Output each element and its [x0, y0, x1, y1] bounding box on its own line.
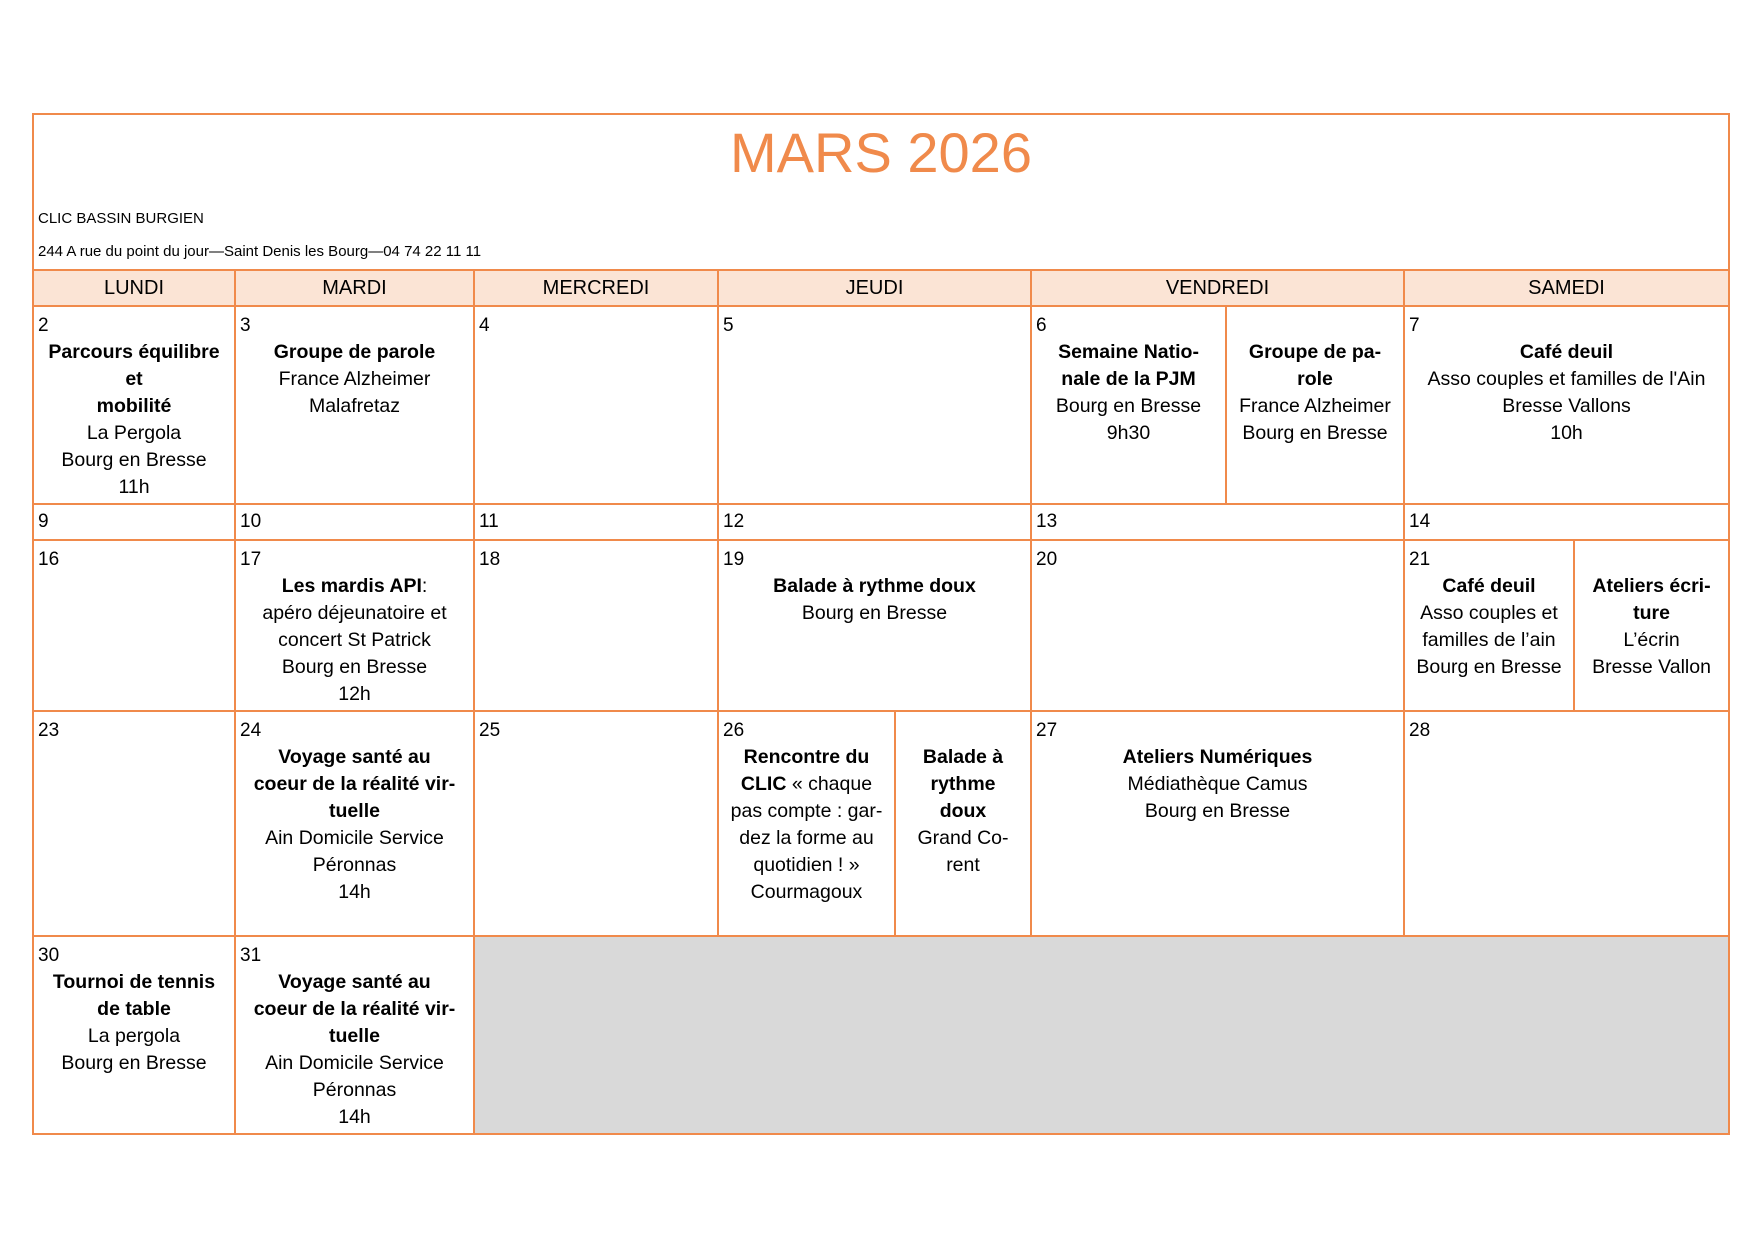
calendar-header	[34, 115, 1728, 271]
event-place: L’écrin	[1623, 629, 1680, 651]
event	[1229, 339, 1401, 447]
event-city: Péronnas	[312, 854, 397, 876]
event-title: Rencontre du	[743, 746, 870, 768]
event-title: Café deuil	[1442, 575, 1536, 597]
day-number: 27	[1036, 720, 1058, 741]
day-cell	[34, 307, 236, 505]
event-title: Balade à	[922, 746, 1004, 768]
event-city: Bresse Vallons	[1502, 395, 1631, 417]
day-header-lundi: LUNDI	[34, 271, 236, 307]
day-cell	[1032, 307, 1227, 505]
event-title: Voyage santé au	[278, 746, 431, 768]
event-time: 14h	[338, 1106, 371, 1128]
event-title: Groupe de parole	[273, 341, 436, 363]
day-cell	[1405, 712, 1728, 937]
day-header-mercredi: MERCREDI	[475, 271, 719, 307]
day-cell	[34, 541, 236, 712]
day-number: 7	[1409, 315, 1420, 336]
event-place: La pergola	[87, 1025, 181, 1047]
day-cell	[896, 712, 1032, 937]
day-cell	[236, 541, 475, 712]
event-description: dez la forme au	[739, 827, 874, 849]
day-cell	[1405, 541, 1575, 712]
event-title: tuelle	[329, 800, 380, 822]
day-header-vendredi: VENDREDI	[1032, 271, 1405, 307]
event	[721, 744, 892, 906]
event-place: Asso couples et familles de l'Ain	[1427, 368, 1706, 390]
event-title: Parcours équilibre	[48, 341, 220, 363]
day-cell	[1575, 541, 1728, 712]
day-number: 2	[38, 315, 49, 336]
event-place: Ain Domicile Service	[265, 827, 444, 849]
day-cell	[236, 307, 475, 505]
event-place: Médiathèque Camus	[1127, 773, 1308, 795]
day-number: 23	[38, 720, 60, 741]
day-header-mardi: MARDI	[236, 271, 475, 307]
event-time: 11h	[118, 476, 150, 498]
event-city: Bourg en Bresse	[1055, 395, 1202, 417]
day-number: 6	[1036, 315, 1047, 336]
day-number: 20	[1036, 549, 1058, 570]
day-number: 19	[723, 549, 745, 570]
event	[723, 573, 1026, 627]
event-time: 9h30	[1106, 422, 1151, 444]
organization-address: 244 A rue du point du jour—Saint Denis les Bourg—04 74 22 11 11	[38, 243, 482, 260]
event-city: Bourg en Bresse	[1242, 422, 1388, 444]
event	[1036, 339, 1221, 447]
event-city: Courmagoux	[750, 881, 863, 903]
day-cell	[236, 937, 475, 1133]
event-time: 12h	[338, 683, 371, 705]
month-title: MARS 2026	[730, 121, 1032, 184]
event-time: 14h	[338, 881, 371, 903]
day-cell	[236, 505, 475, 541]
event	[898, 744, 1028, 879]
day-cell	[34, 505, 236, 541]
event-place: Ain Domicile Service	[265, 1052, 444, 1074]
day-number: 16	[38, 549, 60, 570]
day-cell	[34, 712, 236, 937]
event-title: tuelle	[329, 1025, 380, 1047]
event-title: de table	[97, 998, 171, 1020]
event	[38, 969, 230, 1077]
event-place: Asso couples et	[1420, 602, 1558, 624]
event	[1577, 573, 1726, 681]
event-title-suffix: :	[421, 575, 428, 597]
event	[1407, 573, 1571, 681]
event-title: Balade à rythme doux	[773, 575, 976, 597]
day-cell	[34, 937, 236, 1133]
day-cell	[1405, 307, 1728, 505]
event-city: Grand Co-	[917, 827, 1009, 849]
event-description: pas compte : gar-	[730, 800, 883, 822]
event-title: role	[1297, 368, 1333, 390]
event	[1036, 744, 1399, 825]
event-description: quotidien ! »	[753, 854, 860, 876]
event-city: Bourg en Bresse	[1416, 656, 1562, 678]
event-city: Malafretaz	[308, 395, 401, 417]
event-title: rythme	[930, 773, 996, 795]
event-city: Bourg en Bresse	[801, 602, 948, 624]
day-header-jeudi: JEUDI	[719, 271, 1032, 307]
event-city: Bourg en Bresse	[61, 449, 207, 471]
day-number: 5	[723, 315, 734, 336]
event-title: Café deuil	[1519, 341, 1614, 363]
day-number: 9	[38, 511, 49, 532]
day-number: 31	[240, 945, 262, 966]
event-place: France Alzheimer	[278, 368, 431, 390]
day-cell	[719, 505, 1032, 541]
day-cell	[236, 712, 475, 937]
day-number: 28	[1409, 720, 1431, 741]
event-city: Bresse Vallon	[1592, 656, 1711, 678]
event-city: Péronnas	[312, 1079, 397, 1101]
event	[1409, 339, 1724, 447]
event-title: Groupe de pa-	[1248, 341, 1382, 363]
day-number: 3	[240, 315, 251, 336]
day-cell	[1405, 505, 1728, 541]
day-cell	[475, 541, 719, 712]
day-number: 25	[479, 720, 501, 741]
event-place: La Pergola	[86, 422, 182, 444]
day-number: 12	[723, 511, 745, 532]
event-city: Bourg en Bresse	[61, 1052, 207, 1074]
day-number: 18	[479, 549, 501, 570]
event-description: concert St Patrick	[278, 629, 431, 651]
event-title: et	[125, 368, 143, 390]
event-place: France Alzheimer	[1239, 395, 1391, 417]
event	[240, 339, 469, 420]
event	[240, 969, 469, 1131]
event-description: « chaque	[791, 773, 873, 795]
day-number: 30	[38, 945, 60, 966]
event-title: mobilité	[96, 395, 172, 417]
event-city: Bourg en Bresse	[1144, 800, 1291, 822]
event-title: Semaine Natio-	[1058, 341, 1199, 363]
event-title: Ateliers Numériques	[1122, 746, 1313, 768]
event-title: Tournoi de tennis	[52, 971, 216, 993]
day-number: 11	[479, 511, 499, 532]
event-city: Bourg en Bresse	[281, 656, 428, 678]
event	[240, 744, 469, 906]
event-title: CLIC	[740, 773, 787, 795]
event-title: Voyage santé au	[278, 971, 431, 993]
event-title: nale de la PJM	[1061, 368, 1196, 390]
day-number: 24	[240, 720, 262, 741]
event-title: Les mardis API	[281, 575, 422, 597]
event-title: coeur de la réalité vir-	[253, 773, 456, 795]
day-number: 26	[723, 720, 745, 741]
event	[240, 573, 469, 708]
day-number: 10	[240, 511, 262, 532]
organization-name: CLIC BASSIN BURGIEN	[38, 210, 204, 227]
event-place: familles de l’ain	[1422, 629, 1556, 651]
day-cell	[1032, 541, 1405, 712]
event-city: rent	[946, 854, 980, 876]
event-time: 10h	[1550, 422, 1583, 444]
day-cell	[719, 541, 1032, 712]
day-cell	[475, 307, 719, 505]
day-cell	[1032, 712, 1405, 937]
event-title: coeur de la réalité vir-	[253, 998, 456, 1020]
day-cell	[1227, 307, 1405, 505]
day-header-samedi: SAMEDI	[1405, 271, 1728, 307]
day-number: 21	[1409, 549, 1431, 570]
calendar	[32, 113, 1730, 1135]
event-description: apéro déjeunatoire et	[262, 602, 447, 624]
day-number: 14	[1409, 511, 1431, 532]
day-number: 4	[479, 315, 490, 336]
day-cell	[719, 307, 1032, 505]
event-title: doux	[939, 800, 987, 822]
day-cell	[475, 712, 719, 937]
event-title: ture	[1633, 602, 1670, 624]
empty-days-area	[475, 937, 1728, 1133]
day-number: 17	[240, 549, 262, 570]
day-number: 13	[1036, 511, 1058, 532]
event	[38, 339, 230, 501]
day-cell	[719, 712, 896, 937]
event-title: Ateliers écri-	[1592, 575, 1711, 597]
day-cell	[475, 505, 719, 541]
day-cell	[1032, 505, 1405, 541]
